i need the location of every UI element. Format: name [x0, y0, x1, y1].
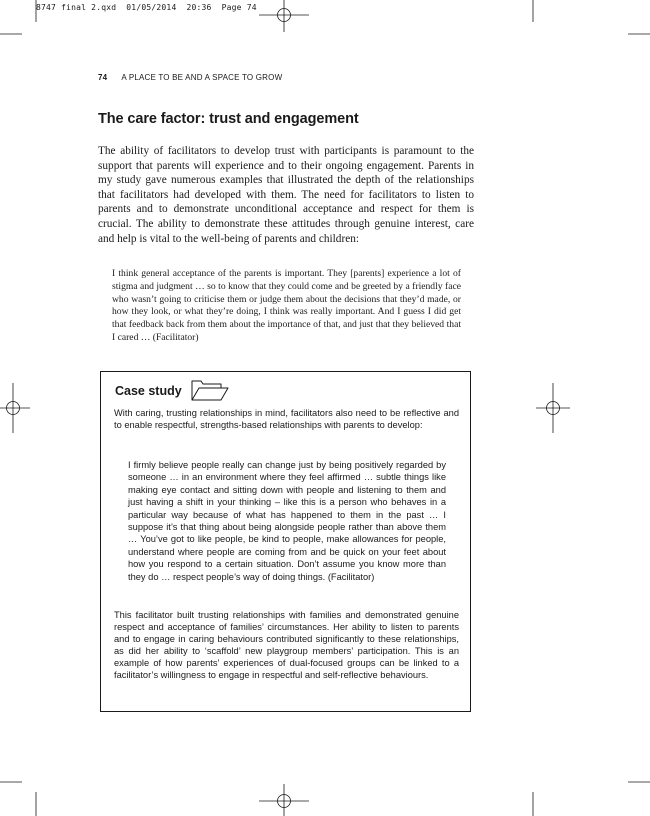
registration-mark-left — [0, 383, 30, 433]
section-heading: The care factor: trust and engagement — [98, 111, 359, 127]
running-head — [98, 73, 282, 82]
page-number: 74 — [98, 73, 108, 82]
running-head-title: A PLACE TO BE AND A SPACE TO GROW — [121, 73, 283, 82]
case-study-quote: I firmly believe people really can change just by being positively regarded by someone … in an environment where they feel affirmed … subtle things like making eye contact and sitting down with people and listening to them and just having a shift in your thinking – like this is a person who behaves in a particular way because of what has happened to them in the past … I suppose it’s that thing about being alongside people rather than above them … You’ve got to like people, be kind to people, make allowances for people, understand where people are coming from and be quick on your feet about how you respond to a certain situation. Don’t assume you know more than they do … respect people’s way of doing things. (Facilitator) — [128, 460, 446, 582]
case-study-title: Case study — [115, 384, 182, 398]
registration-mark-top — [259, 0, 309, 32]
registration-mark-right — [536, 383, 570, 433]
registration-mark-bottom — [259, 784, 309, 816]
body-paragraph: The ability of facilitators to develop trust with participants is paramount to the support that parents will experience and to their ongoing engagement. Parents in my study gave numerous examples that illustrated the depth of the relationships that facilitators had developed with them. The need for facilitators to listen to parents and to demonstrate unconditional acceptance and respect for them is crucial. The ability to demonstrate these attitudes through genuine interest, care and help is vital to the well-being of parents and children: — [98, 145, 474, 245]
block-quote: I think general acceptance of the parents is important. They [parents] experience a lot of stigma and judgment … so to know that they could come and be greeted by a friendly face who wasn’t going to criticise them or judge them about the decisions that they’d made, or how they look, or what they’re doing, I think was really important. And I guess I did get that feedback back from them about the importance of that, and just that they believed that I cared … (Facilitator) — [112, 268, 461, 343]
folder-icon — [190, 378, 230, 402]
print-slug: 8747 final 2.qxd 01/05/2014 20:36 Page 74 — [36, 3, 257, 12]
case-study-outro: This facilitator built trusting relationships with families and demonstrated genuine respect and acceptance of families’ circumstances. Her ability to listen to parents and to engage in caring behaviours contributed significantly to these relationships, as did her ability to ‘scaffold’ new playgroup members’ participation. This is an example of how parents’ experiences of dual-focused groups can be linked to a facilitator’s willingness to engage in respectful and self-reflective behaviours. — [114, 610, 459, 680]
case-study-box — [100, 371, 471, 712]
case-study-intro: With caring, trusting relationships in mind, facilitators also need to be reflective and to enable respectful, strengths-based relationships with parents to develop: — [114, 408, 459, 430]
